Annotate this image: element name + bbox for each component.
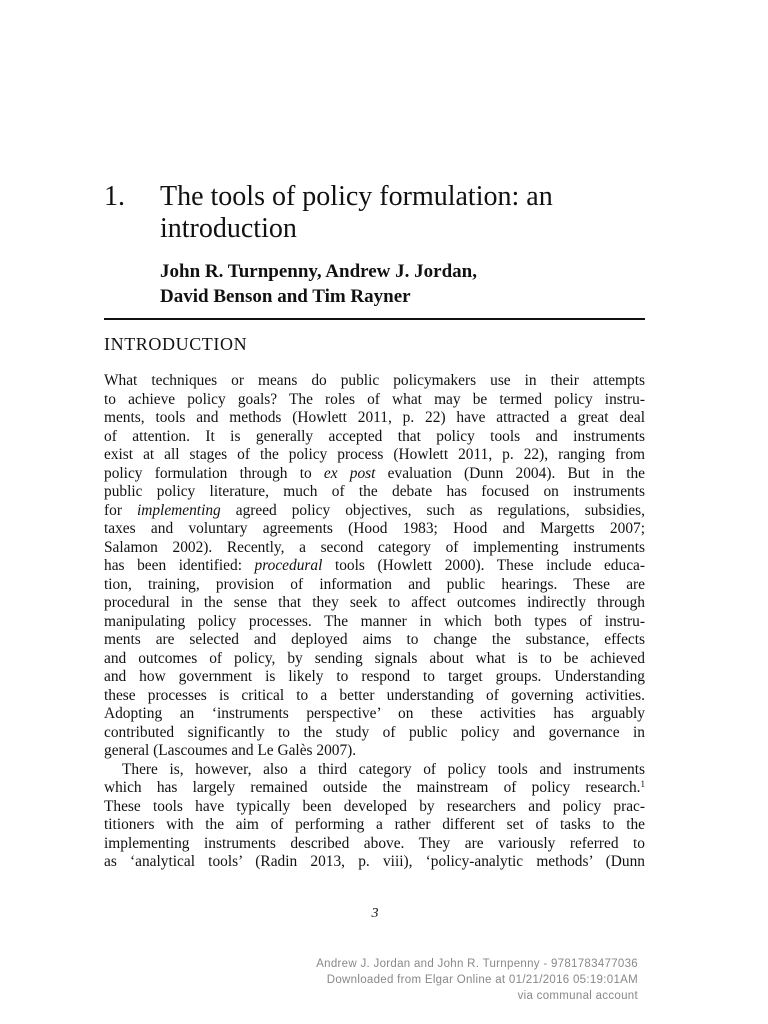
text-line: procedural in the sense that they seek to affect outcomes indirectly through xyxy=(104,594,645,611)
text-line: to achieve policy goals? The roles of what may be termed policy instru- xyxy=(104,390,645,408)
text-line xyxy=(104,502,645,521)
chapter-number: 1. xyxy=(104,181,125,212)
text-line: general (Lascoumes and Le Galès 2007). xyxy=(104,742,357,759)
text-line: implementing instruments described above. They are variously referred to xyxy=(104,834,645,852)
emphasis-text: ex post xyxy=(323,464,376,482)
text-line: ments, tools and methods (Howlett 2011, p. 22) have attracted a great deal xyxy=(104,409,645,426)
text-line: as ‘analytical tools’ (Radin 2013, p. viii), ‘policy-analytic methods’ (Dunn xyxy=(104,853,645,870)
text-line: these processes is critical to a better understanding of governing activities. xyxy=(104,686,645,704)
text-line: These tools have typically been developed by researchers and policy prac- xyxy=(104,797,645,815)
heading-divider xyxy=(104,318,645,320)
text-segment: for xyxy=(104,501,137,519)
text-line xyxy=(104,465,645,484)
text-line: tion, training, provision of information and public hearings. These are xyxy=(104,575,645,593)
text-line: ments are selected and deployed aims to change the substance, effects xyxy=(104,631,645,648)
text-line: What techniques or means do public policymakers use in their attempts xyxy=(104,372,645,389)
text-line: Adopting an ‘instruments perspective’ on these activities has arguably xyxy=(104,705,645,722)
section-heading: INTRODUCTION xyxy=(104,334,248,354)
text-line xyxy=(104,779,645,798)
text-line: Salamon 2002). Recently, a second category of implementing instruments xyxy=(104,538,645,556)
text-line: of attention. It is generally accepted that policy tools and instruments xyxy=(104,427,645,445)
text-line: manipulating policy processes. The manner in which both types of instru- xyxy=(104,612,645,630)
download-watermark xyxy=(316,956,638,1004)
body-text xyxy=(104,372,645,872)
text-line: exist at all stages of the policy process (Howlett 2011, p. 22), ranging from xyxy=(104,446,645,463)
text-line xyxy=(104,557,645,576)
text-line: public policy literature, much of the debate has focused on instruments xyxy=(104,483,645,500)
chapter-authors xyxy=(160,259,640,309)
chapter-title xyxy=(160,181,660,245)
emphasis-text: procedural xyxy=(254,557,323,574)
chapter-title-line: The tools of policy formulation: an xyxy=(160,181,553,212)
author-line: David Benson and Tim Rayner xyxy=(160,286,411,307)
text-segment: agreed policy objectives, such as regulations, subsidies, xyxy=(220,501,645,519)
text-line: contributed significantly to the study of public policy and governance in xyxy=(104,723,645,741)
text-line: and how government is likely to respond to target groups. Understanding xyxy=(104,668,645,685)
page-number: 3 xyxy=(371,906,379,921)
emphasis-text: implementing xyxy=(136,501,221,519)
footnote-marker: 1 xyxy=(640,779,645,789)
text-line: titioners with the aim of performing a rather different set of tasks to the xyxy=(104,816,645,833)
author-line: John R. Turnpenny, Andrew J. Jordan, xyxy=(160,261,477,282)
watermark-line: Downloaded from Elgar Online at 01/21/2016 05:19:01AM xyxy=(326,974,638,986)
text-line: There is, however, also a third category of policy tools and instruments xyxy=(122,760,645,778)
text-segment: evaluation (Dunn 2004). But in the xyxy=(375,464,645,482)
text-segment: has been identified: xyxy=(104,557,255,574)
chapter-title-line: introduction xyxy=(160,213,297,244)
watermark-line: via communal account xyxy=(517,990,638,1002)
text-line: taxes and voluntary agreements (Hood 1983; Hood and Margetts 2007; xyxy=(104,520,645,537)
watermark-line: Andrew J. Jordan and John R. Turnpenny - 9781783477036 xyxy=(316,958,638,970)
text-segment: tools (Howlett 2000). These include educa- xyxy=(322,557,645,574)
text-segment: policy formulation through to xyxy=(104,464,324,482)
text-line: and outcomes of policy, by sending signals about what is to be achieved xyxy=(104,649,645,667)
text-segment: which has largely remained outside the mainstream of policy research. xyxy=(104,779,641,796)
